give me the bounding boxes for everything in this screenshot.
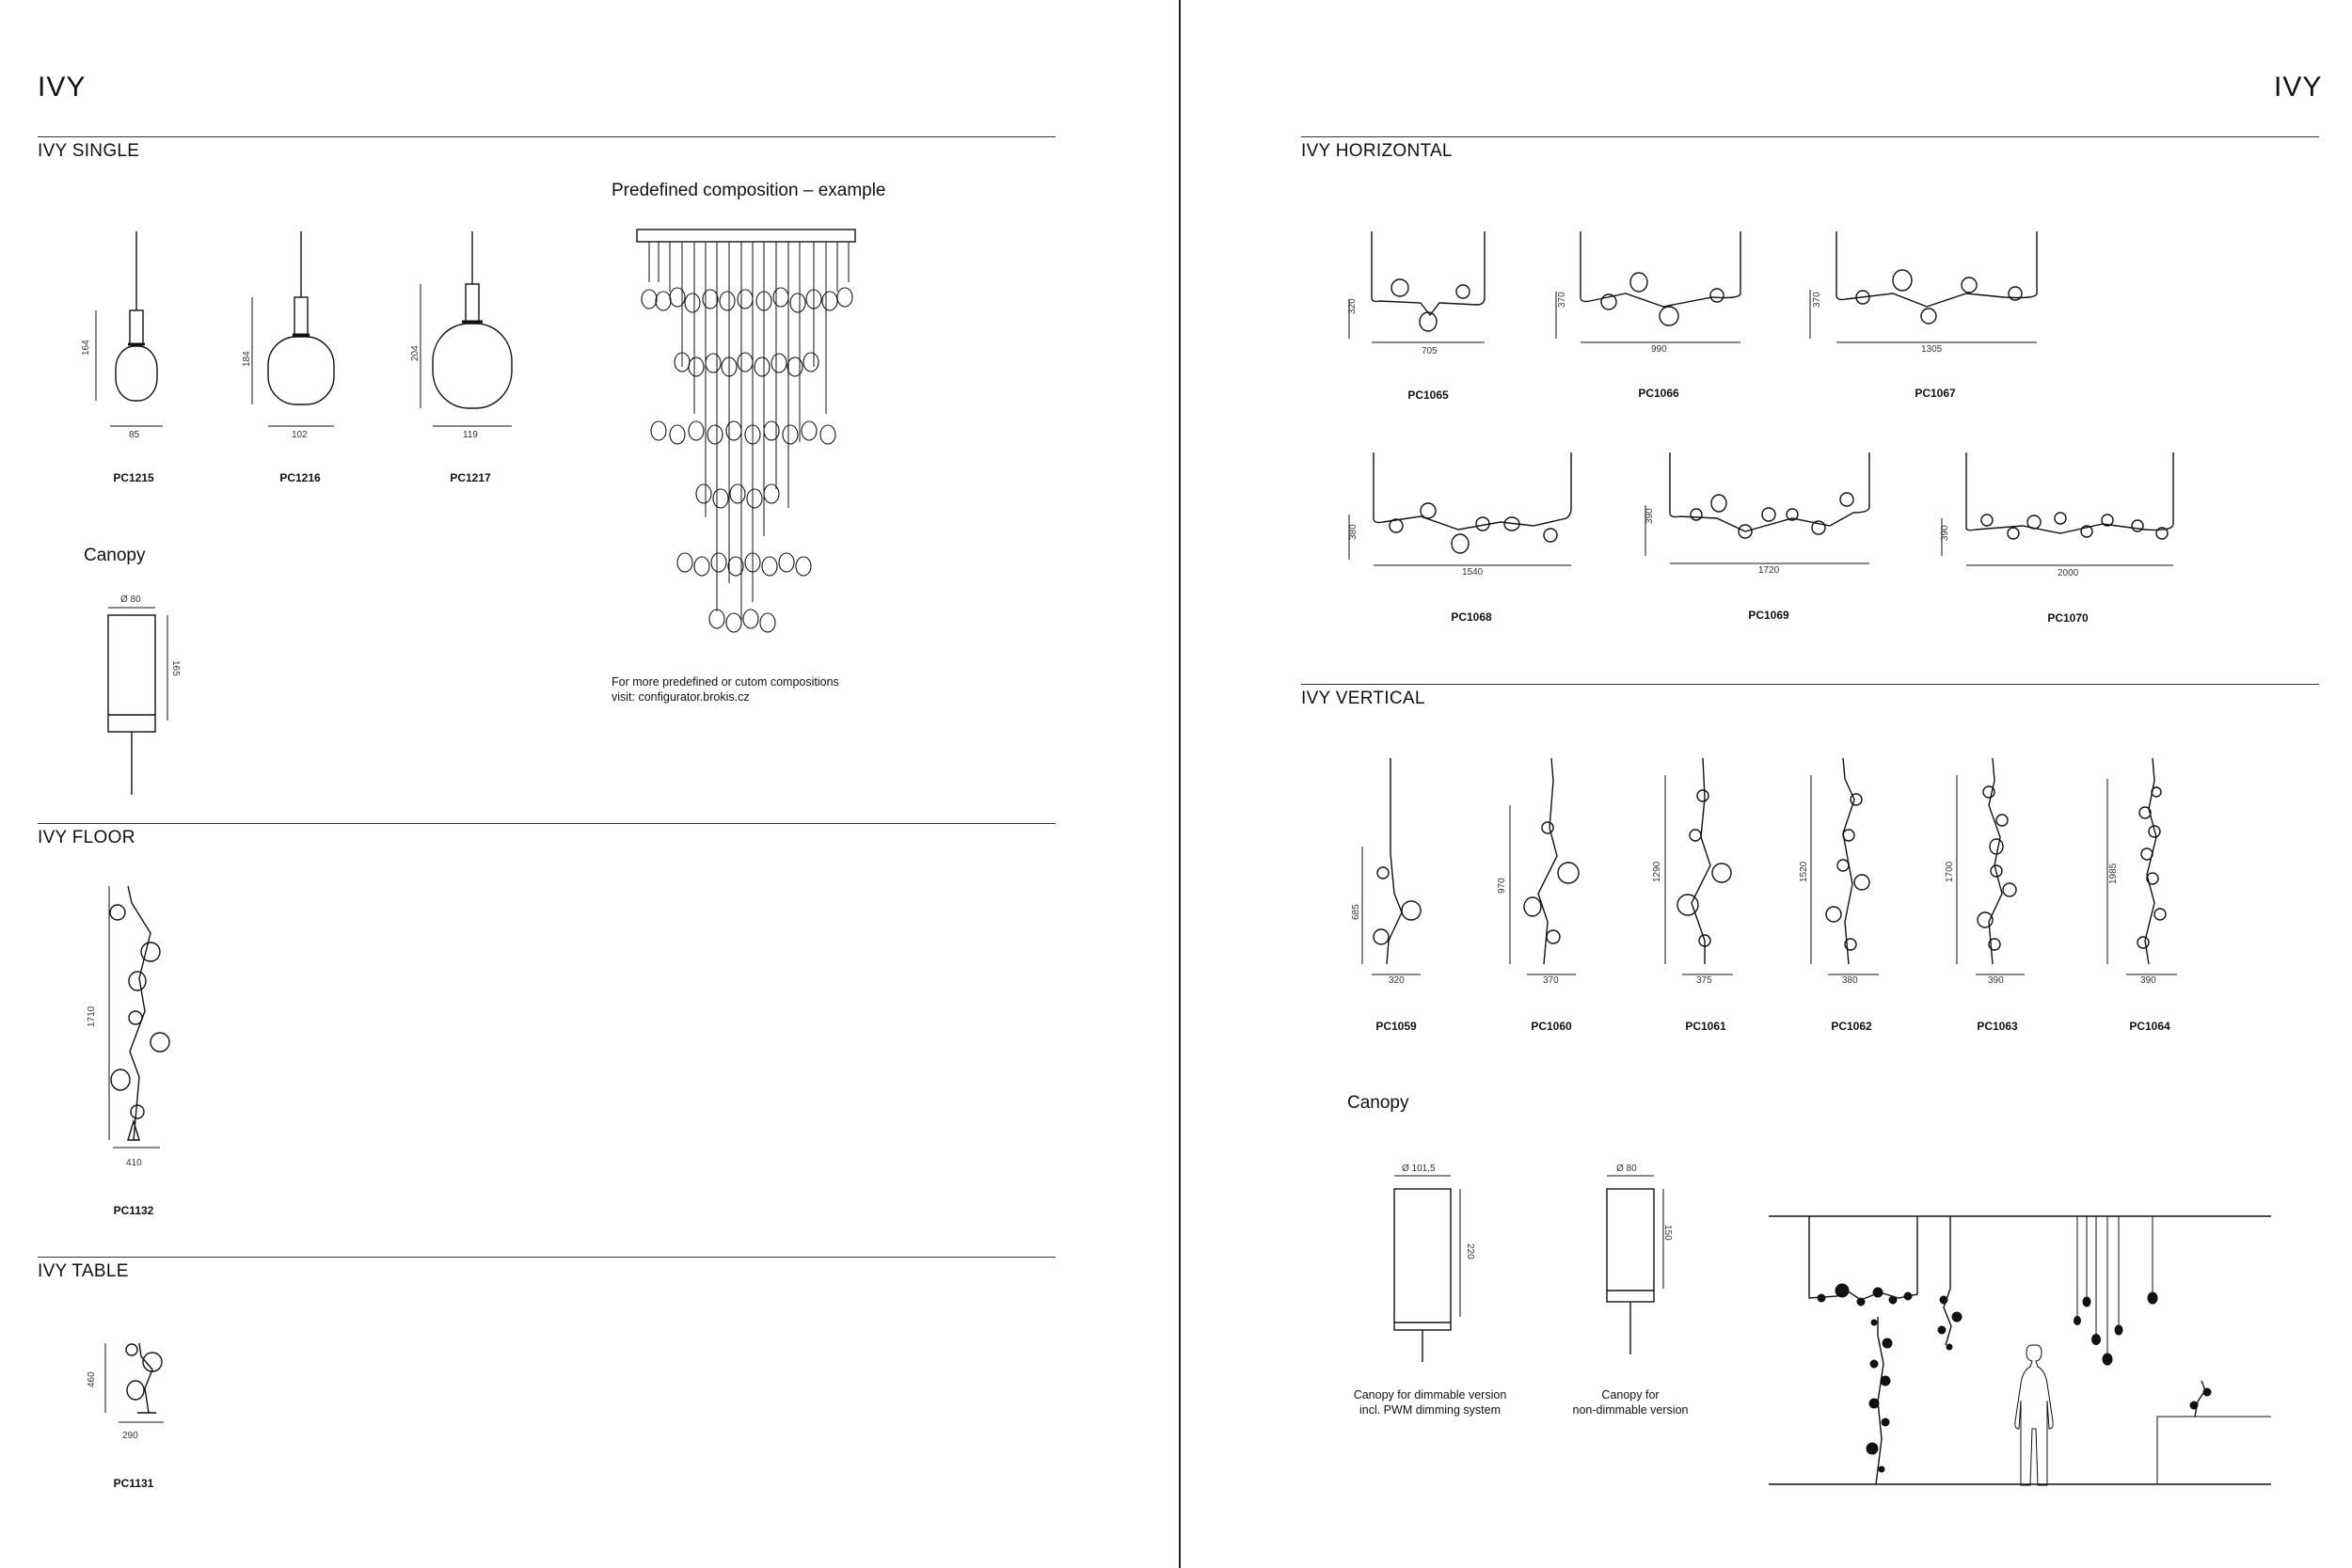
floor-height: 1710 — [87, 1006, 97, 1027]
dimension-width: 370 — [1543, 975, 1559, 986]
divider — [38, 136, 1056, 137]
ivy-horizontal-heading: IVY HORIZONTAL — [1301, 141, 1453, 161]
dimmable-caption-line2: incl. PWM dimming system — [1359, 1403, 1502, 1417]
horizontal-drawing-pc1065 — [1345, 226, 1496, 357]
horizontal-drawing-pc1068 — [1345, 447, 1590, 578]
product-code: PC1066 — [1638, 387, 1679, 400]
dimension-height: 685 — [1351, 904, 1361, 920]
product-code: PC1216 — [279, 471, 321, 484]
product-code: PC1064 — [2129, 1020, 2170, 1033]
pendant-drawing-pc1215 — [85, 226, 198, 442]
dimension-height: 390 — [1645, 508, 1655, 524]
product-code: PC1069 — [1748, 609, 1789, 622]
divider — [38, 823, 1056, 824]
product-code: PC1131 — [113, 1477, 154, 1490]
dimension-height: 184 — [242, 351, 252, 367]
dimension-width: 990 — [1651, 344, 1667, 355]
horizontal-drawing-pc1069 — [1642, 447, 1886, 578]
floor-width: 410 — [126, 1158, 142, 1168]
canopy-drawing — [103, 602, 179, 800]
horizontal-drawing-pc1067 — [1806, 226, 2051, 357]
product-code: PC1063 — [1977, 1020, 2018, 1033]
product-code: PC1067 — [1915, 387, 1956, 400]
product-code: PC1215 — [113, 471, 154, 484]
product-code: PC1070 — [2047, 611, 2089, 625]
dimension-width: 1720 — [1758, 565, 1780, 576]
room-scene-illustration — [1767, 1213, 2275, 1496]
dimension-width: 380 — [1842, 975, 1858, 986]
dimension-height: 370 — [1557, 292, 1567, 308]
dimension-width: 375 — [1696, 975, 1712, 986]
ivy-single-heading: IVY SINGLE — [38, 141, 140, 161]
non-dimmable-caption-line1: Canopy for — [1601, 1388, 1660, 1402]
dimension-height: 380 — [1348, 524, 1359, 540]
product-code: PC1062 — [1831, 1020, 1872, 1033]
composition-drawing — [630, 226, 866, 649]
ivy-vertical-heading: IVY VERTICAL — [1301, 689, 1425, 708]
canopy-heading: Canopy — [84, 546, 146, 565]
pendant-drawing-pc1217 — [414, 226, 527, 442]
canopy-diameter: Ø 101,5 — [1402, 1164, 1436, 1174]
dimension-height: 1520 — [1799, 861, 1809, 882]
dimension-height: 390 — [1940, 525, 1950, 541]
dimension-height: 204 — [410, 345, 421, 361]
dimension-width: 102 — [292, 430, 308, 440]
vertical-drawing-pc1060 — [1501, 752, 1595, 988]
divider — [38, 1257, 1056, 1258]
pendant-drawing-pc1216 — [245, 226, 358, 442]
dimension-height: 1985 — [2108, 863, 2119, 884]
dimension-width: 320 — [1389, 975, 1405, 986]
dimmable-caption-line1: Canopy for dimmable version — [1353, 1388, 1507, 1402]
vertical-drawing-pc1059 — [1345, 752, 1439, 988]
dimension-height: 1700 — [1945, 861, 1955, 882]
product-code: PC1065 — [1407, 388, 1449, 402]
canopy-diameter: Ø 80 — [120, 594, 141, 605]
product-code: PC1061 — [1685, 1020, 1726, 1033]
non-dimmable-caption-line2: non-dimmable version — [1572, 1403, 1689, 1417]
product-code: PC1068 — [1451, 610, 1492, 624]
dimension-height: 370 — [1812, 292, 1822, 308]
dimmable-canopy-drawing — [1383, 1166, 1477, 1373]
dimension-width: 85 — [129, 430, 140, 440]
canopy-height: 165 — [170, 660, 181, 676]
dimension-height: 970 — [1497, 878, 1507, 894]
page-spine — [1179, 0, 1181, 1568]
dimension-width: 390 — [2140, 975, 2156, 986]
divider — [1301, 136, 2319, 137]
canopy-diameter: Ø 80 — [1616, 1164, 1637, 1174]
product-code: PC1059 — [1375, 1020, 1417, 1033]
table-lamp-drawing — [94, 1336, 188, 1439]
canopy-heading: Canopy — [1347, 1093, 1409, 1113]
product-code: PC1060 — [1531, 1020, 1572, 1033]
horizontal-drawing-pc1066 — [1552, 226, 1759, 357]
vertical-drawing-pc1061 — [1656, 752, 1750, 988]
horizontal-drawing-pc1070 — [1938, 447, 2192, 578]
left-page-title: IVY — [38, 71, 87, 103]
composition-heading: Predefined composition – example — [612, 181, 886, 200]
canopy-height: 150 — [1662, 1225, 1673, 1241]
product-code: PC1132 — [113, 1204, 154, 1217]
floor-lamp-drawing — [94, 875, 207, 1157]
divider — [1301, 684, 2319, 685]
dimension-width: 1305 — [1921, 344, 1943, 355]
table-height: 460 — [87, 1371, 97, 1387]
composition-note-line1: For more predefined or cutom compositions — [612, 675, 839, 689]
table-width: 290 — [122, 1431, 138, 1441]
dimension-height: 1290 — [1652, 861, 1662, 882]
dimension-height: 164 — [81, 340, 91, 356]
composition-note-line2: visit: configurator.brokis.cz — [612, 690, 750, 704]
canopy-height: 220 — [1465, 1243, 1475, 1259]
dimension-width: 390 — [1988, 975, 2004, 986]
dimension-width: 705 — [1422, 346, 1438, 356]
dimension-width: 119 — [463, 430, 478, 440]
product-code: PC1217 — [450, 471, 491, 484]
non-dimmable-canopy-drawing — [1599, 1166, 1693, 1373]
dimension-width: 1540 — [1462, 567, 1484, 578]
right-page-title: IVY — [2274, 71, 2323, 103]
dimension-width: 2000 — [2058, 568, 2079, 578]
vertical-drawing-pc1062 — [1802, 752, 1896, 988]
vertical-drawing-pc1063 — [1947, 752, 2042, 988]
ivy-floor-heading: IVY FLOOR — [38, 828, 135, 847]
dimension-height: 320 — [1347, 298, 1358, 314]
ivy-table-heading: IVY TABLE — [38, 1261, 129, 1281]
